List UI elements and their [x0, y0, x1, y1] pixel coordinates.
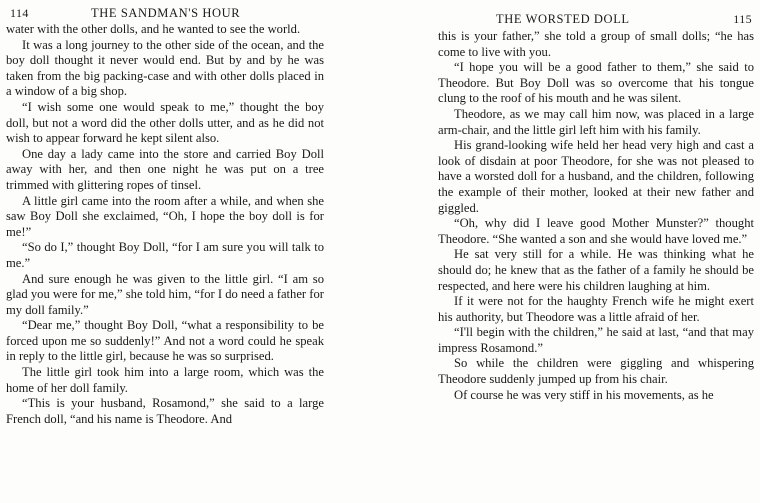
paragraph: “I hope you will be a good father to them,” she said to Theodore. But Boy Doll was so overcome that his tongue clung to the roof of his mouth and he was silent.	[438, 60, 754, 106]
paragraph: “So do I,” thought Boy Doll, “for I am sure you will talk to me.”	[6, 240, 324, 270]
right-page	[438, 0, 754, 503]
right-running-head	[438, 12, 754, 34]
right-page-number: 115	[733, 12, 752, 26]
paragraph: A little girl came into the room after a while, and when she saw Boy Doll she exclaimed, “Oh, I hope the boy doll is for me!”	[6, 193, 324, 239]
paragraph: “This is your husband, Rosamond,” she said to a large French doll, “and his name is Theodore. And	[6, 396, 324, 426]
paragraph: One day a lady came into the store and carried Boy Doll away with her, and then one night he was put on a tree trimmed with glittering ropes of tinsel.	[6, 146, 324, 192]
paragraph: If it were not for the haughty French wife he might exert his authority, but Theodore was a little afraid of her.	[438, 294, 754, 324]
paragraph: water with the other dolls, and he wanted to see the world.	[6, 22, 301, 36]
paragraph: “Oh, why did I leave good Mother Munster?” thought Theodore. “She wanted a son and she would have loved me.”	[438, 216, 754, 246]
paragraph: The little girl took him into a large room, which was the home of her doll family.	[6, 365, 324, 395]
left-page	[6, 0, 324, 503]
paragraph: Of course he was very stiff in his movements, as he	[454, 387, 714, 402]
paragraph: It was a long journey to the other side of the ocean, and the boy doll thought it never would end. But by and by he was taken from the big packing-case and with other dolls placed in a window of a big shop.	[6, 37, 324, 99]
left-body-text	[6, 22, 324, 427]
paragraph: this is your father,” she told a group of small dolls; “he has come to live with you.	[438, 29, 754, 59]
left-running-title: THE SANDMAN'S HOUR	[91, 6, 241, 20]
paragraph: Theodore, as we may call him now, was placed in a large arm-chair, and the little girl left him with his family.	[438, 106, 754, 137]
paragraph: “I'll begin with the children,” he said at last, “and that may impress Rosamond.”	[438, 325, 754, 355]
paragraph: So while the children were giggling and whispering Theodore suddenly jumped up from his chair.	[438, 356, 754, 387]
paragraph: His grand-looking wife held her head very high and cast a look of disdain at poor Theodore, for she was not pleased to have a worsted doll for a husband, and the children, following the example of their mother, looked at their new father and giggled.	[438, 138, 754, 215]
right-body-text	[438, 29, 754, 403]
right-running-title: THE WORSTED DOLL	[496, 12, 630, 26]
paragraph: He sat very still for a while. He was thinking what he should do; he knew that as the father of a family he should be respected, and here were his children laughing at him.	[438, 247, 754, 293]
paragraph: And sure enough he was given to the little girl. “I am so glad you were for me,” she told him, “for I do need a father for my doll family.”	[6, 271, 324, 317]
paragraph: “I wish some one would speak to me,” thought the boy doll, but not a word did the other dolls utter, and as he did not wish to appear forward he kept silent also.	[6, 99, 324, 146]
left-running-head	[6, 6, 324, 28]
left-page-number: 114	[10, 6, 29, 20]
paragraph: “Dear me,” thought Boy Doll, “what a responsibility to be forced upon me so suddenly!” And not a word could he speak in reply to the little girl, because he was so surprised.	[6, 318, 324, 364]
